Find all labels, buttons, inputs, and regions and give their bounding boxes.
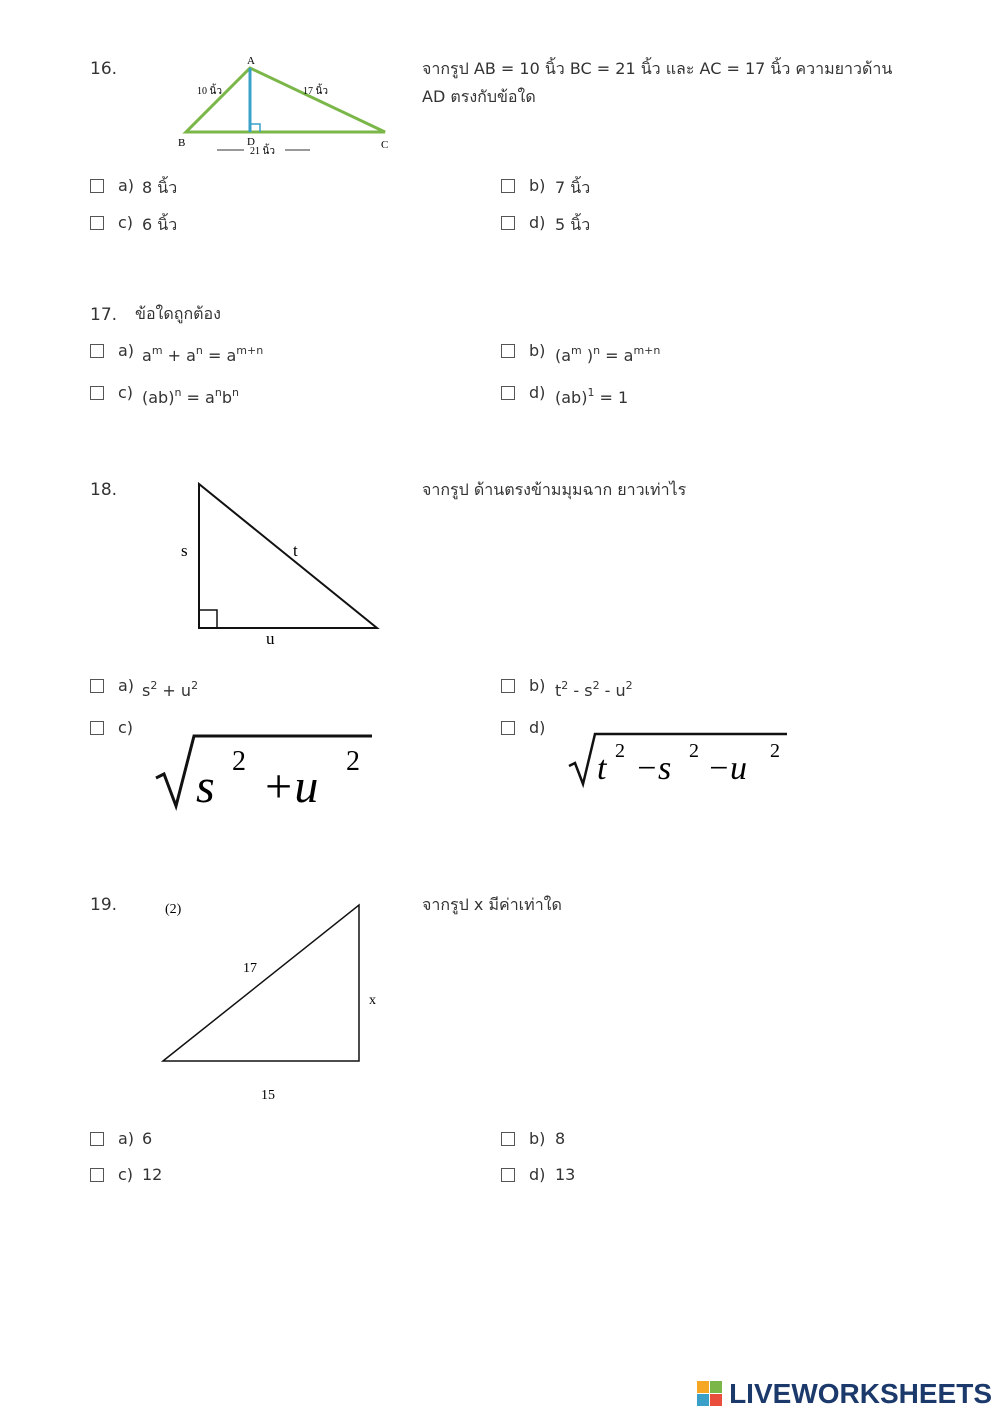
q19-option-d-checkbox[interactable] xyxy=(501,1168,515,1182)
label-ac: 17 นิ้ว xyxy=(303,86,328,97)
q18-option-c-checkbox[interactable] xyxy=(90,721,104,735)
question-16-figure xyxy=(170,50,405,162)
label-bc: 21 นิ้ว xyxy=(250,146,275,157)
q17-option-d-letter: d) xyxy=(529,383,546,402)
question-17-text: ข้อใดถูกต้อง xyxy=(135,304,221,323)
q16-option-b-letter: b) xyxy=(529,176,546,195)
side-u-label: u xyxy=(266,629,275,648)
triangle-stu xyxy=(199,484,377,628)
vertex-c: C xyxy=(381,139,389,151)
q17-option-b-text: ($a^m$ )$^n = a^{m+n}$ xyxy=(555,344,661,365)
base-label: 15 xyxy=(261,1088,275,1103)
q16-option-c-text: 6 นิ้ว xyxy=(142,215,178,234)
q19-option-d-text: 13 xyxy=(555,1165,576,1184)
svg-text:2: 2 xyxy=(232,746,246,777)
q16-option-d-text: 5 นิ้ว xyxy=(555,215,591,234)
q17-option-c-letter: c) xyxy=(118,383,134,402)
q18-option-a-letter: a) xyxy=(118,676,135,695)
q19-option-b-letter: b) xyxy=(529,1129,546,1148)
q19-option-c-letter: c) xyxy=(118,1165,134,1184)
svg-text:t: t xyxy=(597,750,607,787)
q18-option-c-letter: c) xyxy=(118,718,134,737)
svg-text:−s: −s xyxy=(635,750,672,787)
q17-option-a-letter: a) xyxy=(118,341,135,360)
q19-option-b-checkbox[interactable] xyxy=(501,1132,515,1146)
q18-option-b-letter: b) xyxy=(529,676,546,695)
q18-option-d-letter: d) xyxy=(529,718,546,737)
svg-text:2: 2 xyxy=(770,740,780,762)
q17-option-d-checkbox[interactable] xyxy=(501,386,515,400)
question-19-text: จากรูป x มีค่าเท่าใด xyxy=(422,895,562,914)
question-18-number: 18. xyxy=(90,480,118,500)
liveworksheets-logo-icon xyxy=(697,1381,723,1407)
q16-option-a-text: 8 นิ้ว xyxy=(142,178,178,197)
svg-text:+u: +u xyxy=(262,760,319,813)
q18-option-a-text: $s^2 + u^2$ xyxy=(142,679,199,700)
q17-option-c-text: $(ab)^n = a^nb^n$ xyxy=(142,386,239,407)
svg-text:2: 2 xyxy=(615,740,625,762)
label-ab: 10 นิ้ว xyxy=(197,86,222,97)
svg-text:−u: −u xyxy=(707,750,747,787)
side-x-label: x xyxy=(369,993,376,1008)
q18-option-a-checkbox[interactable] xyxy=(90,679,104,693)
side-s-label: s xyxy=(181,541,188,560)
q19-option-b-text: 8 xyxy=(555,1129,566,1148)
q18-option-d-formula xyxy=(565,728,790,790)
side-t-label: t xyxy=(293,541,298,560)
q17-option-d-text: (ab)$^1$ = 1 xyxy=(555,386,629,407)
question-19-number: 19. xyxy=(90,895,118,915)
question-16-text: จากรูป AB = 10 นิ้ว BC = 21 นิ้ว และ AC = 17 นิ้ว ความยาวด้าน AD ตรงกับข้อใด xyxy=(422,59,893,106)
q18-option-b-text: $t^2 - s^2 - u^2$ xyxy=(555,679,633,700)
question-17-number: 17. xyxy=(90,305,118,325)
svg-text:2: 2 xyxy=(346,746,360,777)
q18-option-d-checkbox[interactable] xyxy=(501,721,515,735)
q16-option-d-letter: d) xyxy=(529,213,546,232)
triangle-abc xyxy=(186,68,385,132)
q16-option-d-checkbox[interactable] xyxy=(501,216,515,230)
q17-option-a-text: $a^m + a^n = a^{m+n}$ xyxy=(142,344,264,365)
svg-text:s: s xyxy=(196,760,215,813)
q19-option-a-text: 6 xyxy=(142,1129,153,1148)
question-18-text: จากรูป ด้านตรงข้ามมุมฉาก ยาวเท่าไร xyxy=(422,480,687,499)
q18-option-b-checkbox[interactable] xyxy=(501,679,515,693)
q16-option-c-checkbox[interactable] xyxy=(90,216,104,230)
q17-option-b-letter: b) xyxy=(529,341,546,360)
q16-option-a-letter: a) xyxy=(118,176,135,195)
q16-option-b-checkbox[interactable] xyxy=(501,179,515,193)
q16-option-a-checkbox[interactable] xyxy=(90,179,104,193)
vertex-a: A xyxy=(247,55,255,67)
q17-option-a-checkbox[interactable] xyxy=(90,344,104,358)
q19-option-a-checkbox[interactable] xyxy=(90,1132,104,1146)
triangle xyxy=(163,905,359,1061)
q16-option-c-letter: c) xyxy=(118,213,134,232)
q16-option-b-text: 7 นิ้ว xyxy=(555,178,591,197)
q17-option-c-checkbox[interactable] xyxy=(90,386,104,400)
question-19-figure xyxy=(155,890,395,1110)
q19-option-a-letter: a) xyxy=(118,1129,135,1148)
q19-option-d-letter: d) xyxy=(529,1165,546,1184)
vertex-b: B xyxy=(178,137,186,149)
q17-option-b-checkbox[interactable] xyxy=(501,344,515,358)
q19-option-c-checkbox[interactable] xyxy=(90,1168,104,1182)
vertex-d: D xyxy=(247,136,255,148)
hypotenuse-label: 17 xyxy=(243,961,257,976)
question-16-number: 16. xyxy=(90,59,118,79)
q19-option-c-text: 12 xyxy=(142,1165,163,1184)
liveworksheets-logo: LIVEWORKSHEETS xyxy=(729,1378,992,1409)
question-18-figure xyxy=(170,470,390,650)
q18-option-c-formula xyxy=(150,730,380,815)
right-angle-mark xyxy=(199,610,217,628)
svg-text:2: 2 xyxy=(689,740,699,762)
figure-label: (2) xyxy=(165,902,182,917)
